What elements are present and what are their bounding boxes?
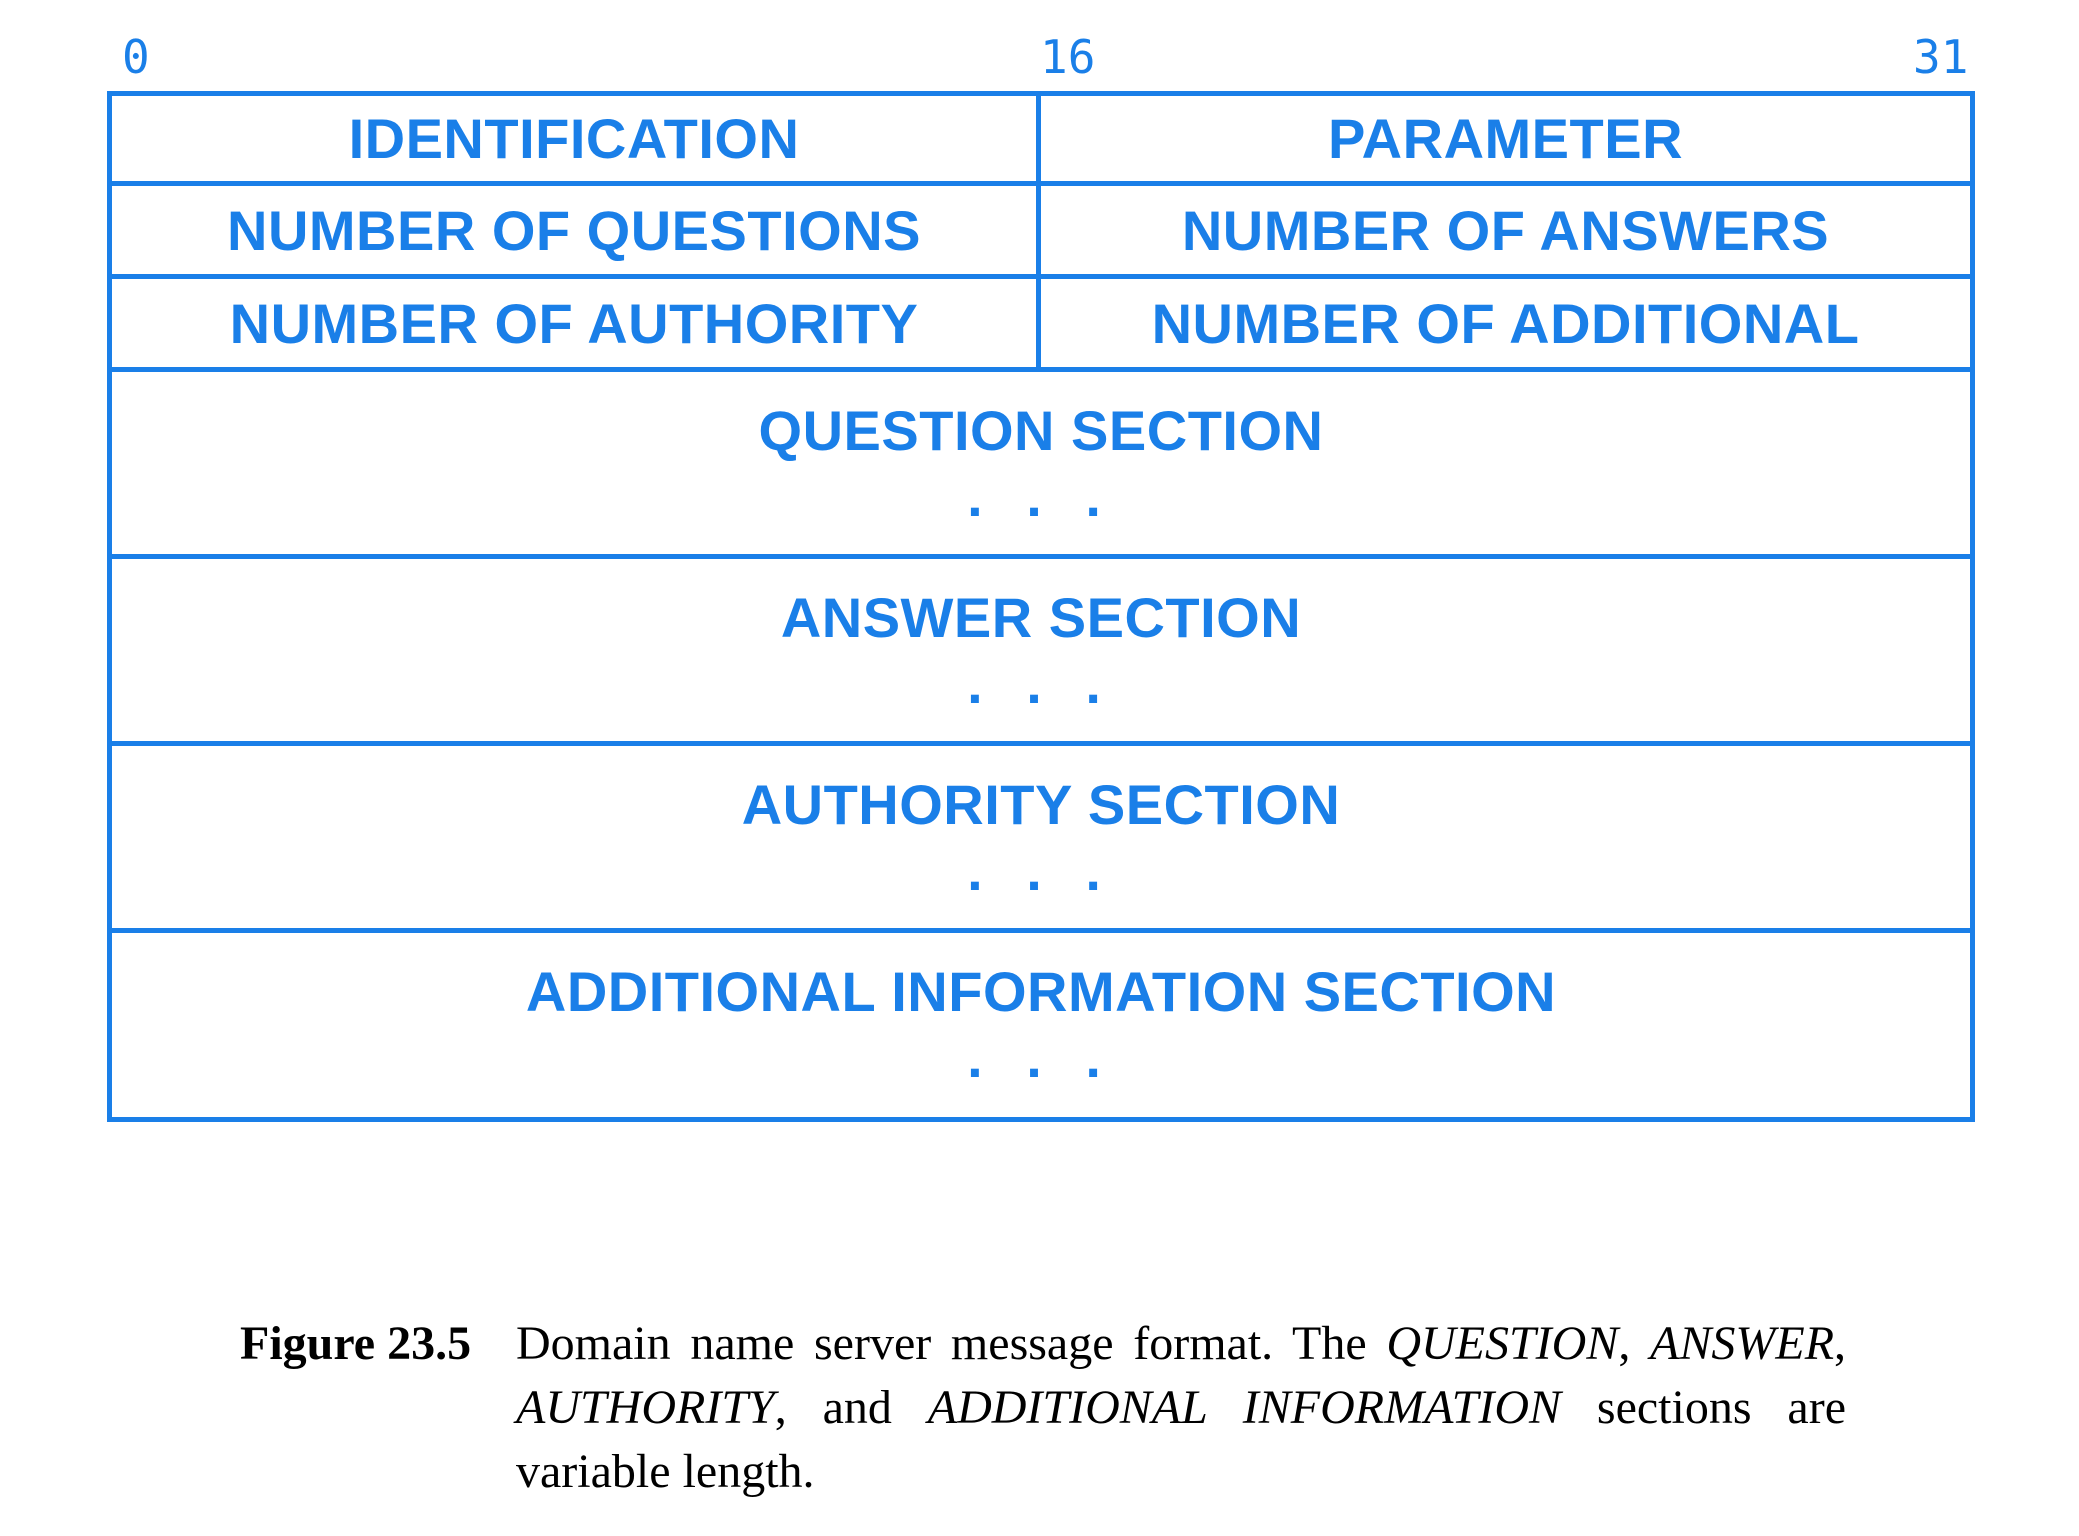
caption-text-part: sections are variable length. <box>516 1381 1847 1498</box>
answer-section <box>112 559 1970 746</box>
number-of-answers-field <box>1041 186 1970 274</box>
header-row-2 <box>112 186 1970 279</box>
section-label: ANSWER SECTION <box>780 586 1302 649</box>
bit-label-31: 31 <box>1913 30 1969 84</box>
field-label: NUMBER OF AUTHORITY <box>229 291 919 355</box>
caption-text-part: , <box>1834 1317 1847 1370</box>
bit-label-16: 16 <box>1040 30 1096 84</box>
bit-label-0: 0 <box>122 30 150 84</box>
section-label: ADDITIONAL INFORMATION SECTION <box>525 960 1557 1023</box>
number-of-questions-field <box>112 186 1041 274</box>
caption-italic-term: ADDITIONAL INFORMATION <box>927 1381 1561 1434</box>
caption-text-part: Domain name server message format. The <box>516 1317 1387 1370</box>
number-of-authority-field <box>112 279 1041 367</box>
field-label: NUMBER OF ADDITIONAL <box>1151 291 1860 355</box>
section-label: QUESTION SECTION <box>758 399 1324 462</box>
caption-text-part: , <box>1618 1317 1651 1370</box>
continuation-dots: . . . <box>967 465 1115 528</box>
caption-text-part: , and <box>774 1381 928 1434</box>
field-label: PARAMETER <box>1327 107 1684 170</box>
figure-label: Figure 23.5 <box>240 1317 472 1370</box>
continuation-dots: . . . <box>967 1026 1115 1089</box>
continuation-dots: . . . <box>967 652 1115 715</box>
authority-section <box>112 746 1970 933</box>
parameter-field <box>1041 96 1970 181</box>
number-of-additional-field <box>1041 279 1970 367</box>
header-row-1 <box>112 96 1970 186</box>
caption-text <box>516 1312 1846 1504</box>
field-label: IDENTIFICATION <box>348 107 800 170</box>
field-label: NUMBER OF QUESTIONS <box>227 198 921 262</box>
header-row-3 <box>112 279 1970 372</box>
additional-information-section <box>112 933 1970 1117</box>
caption-italic-term: AUTHORITY <box>516 1381 775 1434</box>
section-label: AUTHORITY SECTION <box>741 773 1341 836</box>
field-label: NUMBER OF ANSWERS <box>1181 198 1830 262</box>
figure-caption <box>240 1312 1846 1504</box>
continuation-dots: . . . <box>967 839 1115 902</box>
caption-italic-term: ANSWER <box>1650 1317 1835 1370</box>
question-section <box>112 372 1970 559</box>
identification-field <box>112 96 1041 181</box>
message-format-diagram <box>107 91 1975 1122</box>
caption-italic-term: QUESTION <box>1386 1317 1619 1370</box>
